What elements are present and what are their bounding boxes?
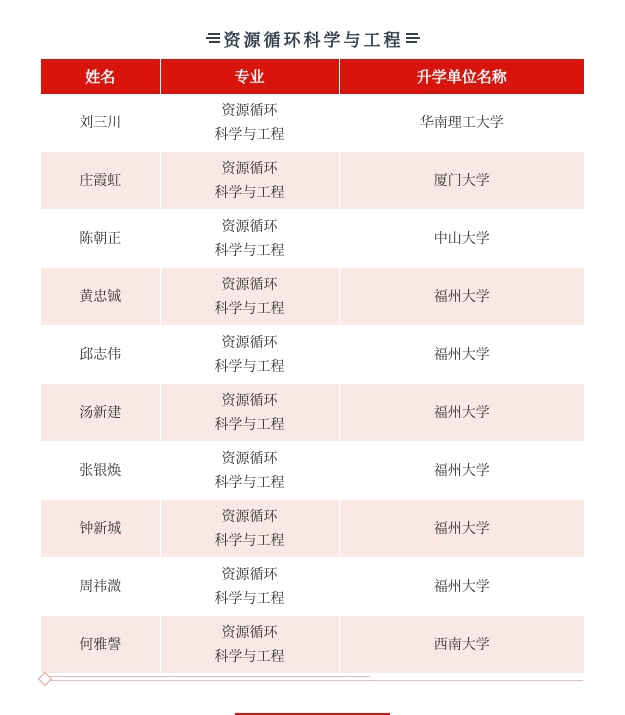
major-line-1: 资源循环	[221, 334, 278, 351]
cell-major	[160, 268, 339, 326]
table-row	[41, 326, 584, 384]
cell-school: 西南大学	[339, 616, 584, 674]
footer-divider-short	[45, 676, 370, 677]
major-line-1: 资源循环	[221, 508, 278, 525]
cell-major	[160, 94, 339, 152]
major-line-2: 科学与工程	[214, 648, 285, 665]
cell-school: 福州大学	[339, 384, 584, 442]
table-row	[41, 616, 584, 674]
major-line-1: 资源循环	[221, 102, 278, 119]
cell-school: 福州大学	[339, 326, 584, 384]
major-line-1: 资源循环	[221, 566, 278, 583]
title-left-ornament-icon	[206, 31, 220, 45]
major-line-2: 科学与工程	[214, 358, 285, 375]
cell-school: 福州大学	[339, 558, 584, 616]
cell-major	[160, 210, 339, 268]
major-line-2: 科学与工程	[214, 126, 285, 143]
major-line-1: 资源循环	[221, 450, 278, 467]
table-row	[41, 558, 584, 616]
cell-name: 周祎溦	[41, 558, 160, 616]
header-name: 姓名	[41, 59, 160, 94]
cell-major	[160, 384, 339, 442]
major-line-2: 科学与工程	[214, 300, 285, 317]
graduates-table	[41, 59, 584, 674]
diamond-ornament-icon	[38, 672, 52, 686]
major-line-2: 科学与工程	[214, 590, 285, 607]
major-line-2: 科学与工程	[214, 416, 285, 433]
cell-major	[160, 616, 339, 674]
title-right-ornament-icon	[406, 31, 420, 45]
table-row	[41, 442, 584, 500]
table-row	[41, 384, 584, 442]
cell-name: 陈朝正	[41, 210, 160, 268]
header-school: 升学单位名称	[339, 59, 584, 94]
cell-major	[160, 442, 339, 500]
major-line-2: 科学与工程	[214, 532, 285, 549]
cell-name: 邱志伟	[41, 326, 160, 384]
cell-school: 中山大学	[339, 210, 584, 268]
section-title: 资源循环科学与工程	[223, 30, 404, 51]
major-line-1: 资源循环	[221, 624, 278, 641]
cell-school: 福州大学	[339, 268, 584, 326]
cell-school: 厦门大学	[339, 152, 584, 210]
cell-name: 张银焕	[41, 442, 160, 500]
cell-school: 华南理工大学	[339, 94, 584, 152]
footer-divider	[45, 680, 583, 681]
cell-school: 福州大学	[339, 442, 584, 500]
cell-major	[160, 558, 339, 616]
major-line-1: 资源循环	[221, 392, 278, 409]
table-row	[41, 500, 584, 558]
cell-name: 钟新城	[41, 500, 160, 558]
table-row	[41, 210, 584, 268]
cell-name: 黄忠铖	[41, 268, 160, 326]
table-row	[41, 268, 584, 326]
major-line-1: 资源循环	[221, 160, 278, 177]
major-line-1: 资源循环	[221, 218, 278, 235]
cell-major	[160, 326, 339, 384]
cell-major	[160, 500, 339, 558]
major-line-2: 科学与工程	[214, 474, 285, 491]
table-header-row	[41, 59, 584, 94]
cell-school: 福州大学	[339, 500, 584, 558]
cell-name: 刘三川	[41, 94, 160, 152]
major-line-2: 科学与工程	[214, 184, 285, 201]
major-line-2: 科学与工程	[214, 242, 285, 259]
cell-name: 何雅謦	[41, 616, 160, 674]
major-line-1: 资源循环	[221, 276, 278, 293]
table-row	[41, 152, 584, 210]
header-major: 专业	[160, 59, 339, 94]
cell-name: 汤新建	[41, 384, 160, 442]
section-heading	[0, 24, 625, 52]
table-row	[41, 94, 584, 152]
cell-name: 庄霞虹	[41, 152, 160, 210]
cell-major	[160, 152, 339, 210]
